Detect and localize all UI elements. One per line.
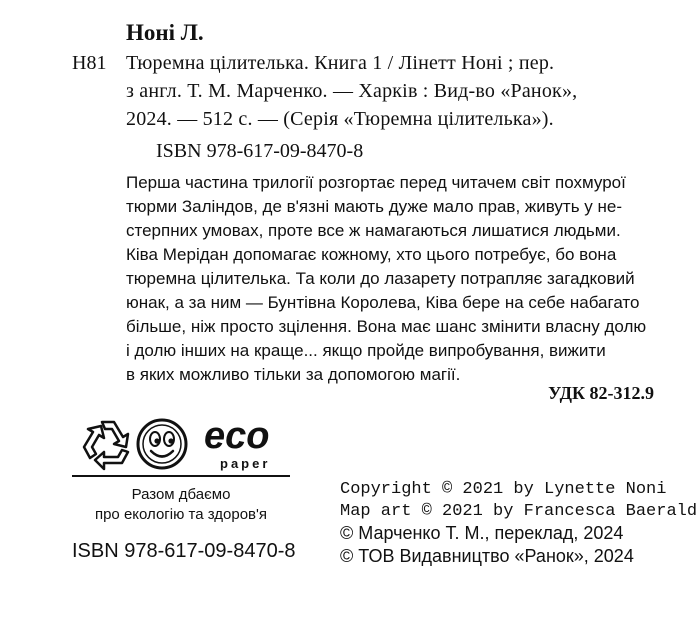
annotation-line: більше, ніж просто зцілення. Вона має шанс змінити власну долю	[126, 317, 647, 336]
eco-divider-line	[72, 475, 290, 477]
annotation-line: стерпних умовах, проте все ж намагаються лишатися людьми.	[126, 221, 621, 240]
recycle-icon	[84, 422, 128, 469]
isbn-bottom: ISBN 978-617-09-8470-8	[72, 540, 296, 562]
eco-slogan-line-2: про екологію та здоров'я	[94, 506, 268, 523]
classification-code: Н81	[72, 52, 107, 74]
annotation-line: юнак, а за ним — Бунтівна Королева, Ківа бере на себе набагато	[126, 293, 640, 312]
eco-paper-logo	[72, 408, 290, 478]
annotation-line: в яких можливо тільки за допомогою магії.	[126, 365, 461, 384]
udk-code: УДК 82-312.9	[548, 383, 654, 403]
annotation-line: Перша частина трилогії розгортає перед читачем світ похмурої	[126, 173, 626, 192]
bibliographic-line-2: з англ. Т. М. Марченко. — Харків : Вид-во «Ранок»,	[126, 80, 578, 102]
bibliographic-line-3: 2024. — 512 с. — (Серія «Тюремна цілителька»).	[126, 108, 554, 130]
annotation-line: і долю інших на краще... якщо пройде випробування, вижити	[126, 341, 606, 360]
isbn-top: ISBN 978-617-09-8470-8	[156, 140, 364, 162]
eco-slogan-line-1: Разом дбаємо	[131, 486, 231, 503]
annotation-line: тюремна цілителька. Та коли до лазарету потрапляє загадковий	[126, 269, 635, 288]
copyright-line-3: © Марченко Т. М., переклад, 2024	[340, 523, 624, 543]
annotation-line: тюрми Заліндов, де в'язні мають дуже мало прав, живуть у не-	[126, 197, 623, 216]
eco-logo-graphic	[72, 408, 290, 478]
smiley-icon	[138, 420, 186, 468]
copyright-line-2: Map art © 2021 by Francesca Baerald	[340, 502, 698, 521]
copyright-line-4: © ТОВ Видавництво «Ранок», 2024	[340, 546, 634, 566]
eco-logo-text: eco	[204, 415, 270, 457]
author-heading: Ноні Л.	[126, 20, 204, 45]
eco-logo-subtext: paper	[220, 456, 271, 471]
bibliographic-line-1: Тюремна цілителька. Книга 1 / Лінетт Ноні ; пер.	[126, 52, 555, 74]
annotation-line: Ківа Мерідан допомагає кожному, хто цього потребує, бо вона	[126, 245, 617, 264]
copyright-line-1: Copyright © 2021 by Lynette Noni	[340, 480, 667, 499]
